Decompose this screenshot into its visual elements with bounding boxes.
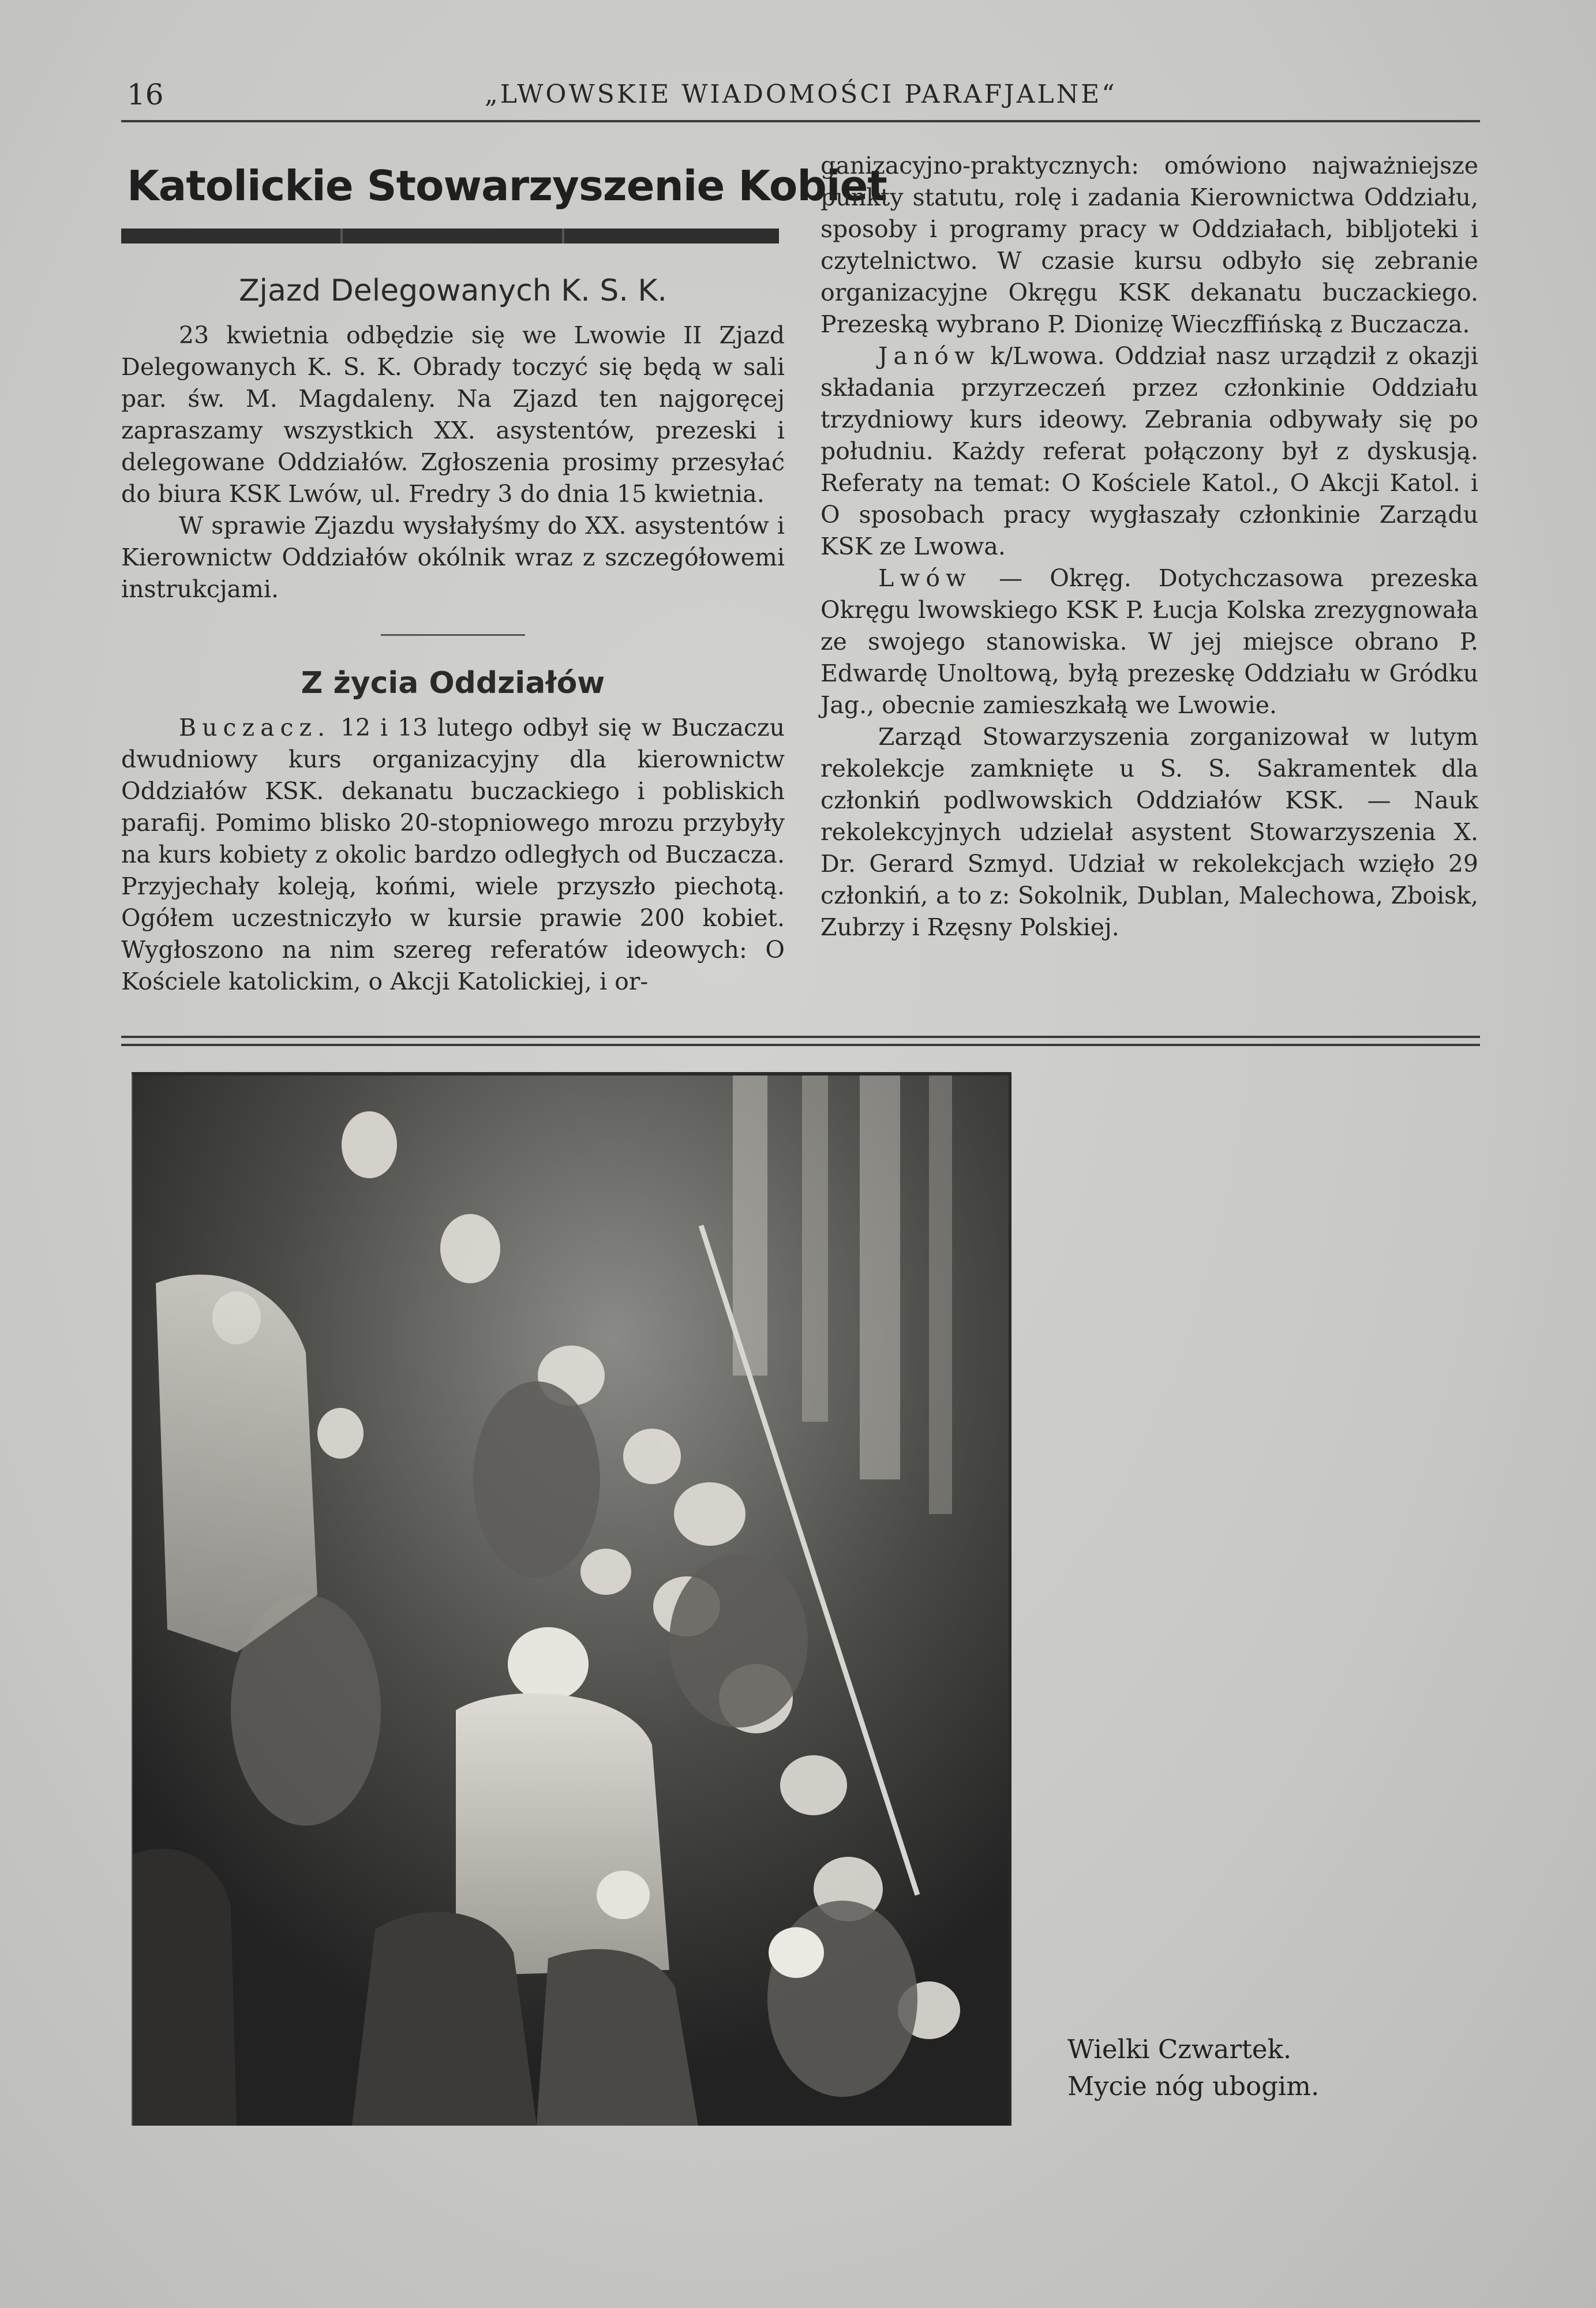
zarzad-paragraph: Zarząd Stowarzyszenia zorganizował w lutym rekolekcje zamknięte u S. S. Sakramentek dla członkiń podlwowskich Oddziałów KSK. — Nauk rekolekcyjnych udzielał asystent Stowarzyszenia X. Dr. Gerard Szmyd. Udział w rekolekcjach wzięło 29 członkiń, a to z: Sokolnik, Dublan, Malechowa, Zboisk, Zubrzy i Rzęsny Polskiej.: [821, 723, 1478, 941]
section-rule-bottom: [121, 1044, 1480, 1046]
section-rule-top: [121, 1036, 1480, 1038]
janow-paragraph: [821, 340, 1478, 563]
caption-line-2: Mycie nóg ubogim.: [1067, 2071, 1320, 2101]
zjazd-paragraph-2: W sprawie Zjazdu wysłałyśmy do XX. asystentów i Kierownictw Oddziałów okólnik wraz z szczegółowemi instrukcjami.: [121, 512, 785, 603]
page-number: 16: [127, 78, 164, 111]
buczacz-place: Buczacz.: [179, 714, 331, 741]
lwow-place: Lwów: [878, 564, 972, 592]
caption-line-1: Wielki Czwartek.: [1067, 2034, 1292, 2065]
photo-scene: [133, 1076, 1009, 2126]
zjazd-heading: Zjazd Delegowanych K. S. K.: [238, 273, 668, 308]
buczacz-continued: ganizacyjno-praktycznych: omówiono najważniejsze punkty statutu, rolę i zadania Kierownictwa Oddziału, sposoby i programy pracy w Oddziałach, bibljoteki i czytelnictwo. W czasie kursu odbyło się zebranie organizacyjne Okręgu KSK dekanatu buczackiego. Prezeską wybrano P. Dionizę Wieczffińską z Buczacza.: [821, 152, 1478, 338]
short-divider: [381, 634, 525, 636]
janow-place: Janów: [878, 342, 981, 370]
zycie-heading: Z życia Oddziałów: [301, 666, 605, 700]
photograph: [132, 1072, 1011, 2126]
buczacz-text: 12 i 13 lutego odbył się w Buczaczu dwudniowy kurs organizacyjny dla kierownictw Oddziałów KSK. dekanatu buczackiego i pobliskich parafij. Pomimo blisko 20-stopniowego mrozu przybyły na kurs kobiety z okolic bardzo odległych od Buczacza. Przyjechały koleją, końmi, wiele przyszło piechotą. Ogółem uczestniczyło w kursie prawie 200 kobiet. Wygłoszono na nim szereg referatów ideowych: O Kościele katolickim, o Akcji Katolickiej, i or-: [121, 714, 785, 995]
janow-text: k/Lwowa. Oddział nasz urządził z okazji składania przyrzeczeń przez członkinie Oddziału trzydniowy kurs ideowy. Zebrania odbywały się po południu. Każdy referat połączony był z dyskusją. Referaty na temat: O Kościele Katol., O Akcji Katol. i O sposobach pracy wygłaszały członkinie Zarządu KSK ze Lwowa.: [821, 342, 1478, 560]
lwow-text: — Okręg. Dotychczasowa prezeska Okręgu lwowskiego KSK P. Łucja Kolska zrezygnowała ze swojego stanowiska. W jej miejsce obrano P. Edwardę Unoltową, byłą prezeskę Oddziału w Gródku Jag., obecnie zamieszkałą we Lwowie.: [821, 564, 1478, 719]
left-column: [121, 150, 887, 998]
section-kicker: Katolickie Stowarzyszenie Kobiet: [127, 162, 887, 210]
lwow-paragraph: [821, 563, 1478, 721]
right-column: [821, 150, 1478, 943]
buczacz-paragraph: [121, 712, 785, 998]
photo-caption: [1067, 2031, 1319, 2105]
zjazd-paragraph-1: 23 kwietnia odbędzie się we Lwowie II Zjazd Delegowanych K. S. K. Obrady toczyć się będą w sali par. św. M. Magdaleny. Na Zjazd ten najgoręcej zapraszamy wszystkich XX. asystentów, prezeski i delegowane Oddziałów. Zgłoszenia prosimy przesyłać do biura KSK Lwów, ul. Fredry 3 do dnia 15 kwietnia.: [121, 321, 785, 508]
header-rule: [121, 120, 1480, 122]
running-title: „LWOWSKIE WIADOMOŚCI PARAFJALNE“: [485, 80, 1117, 109]
kicker-bar: [121, 228, 779, 243]
